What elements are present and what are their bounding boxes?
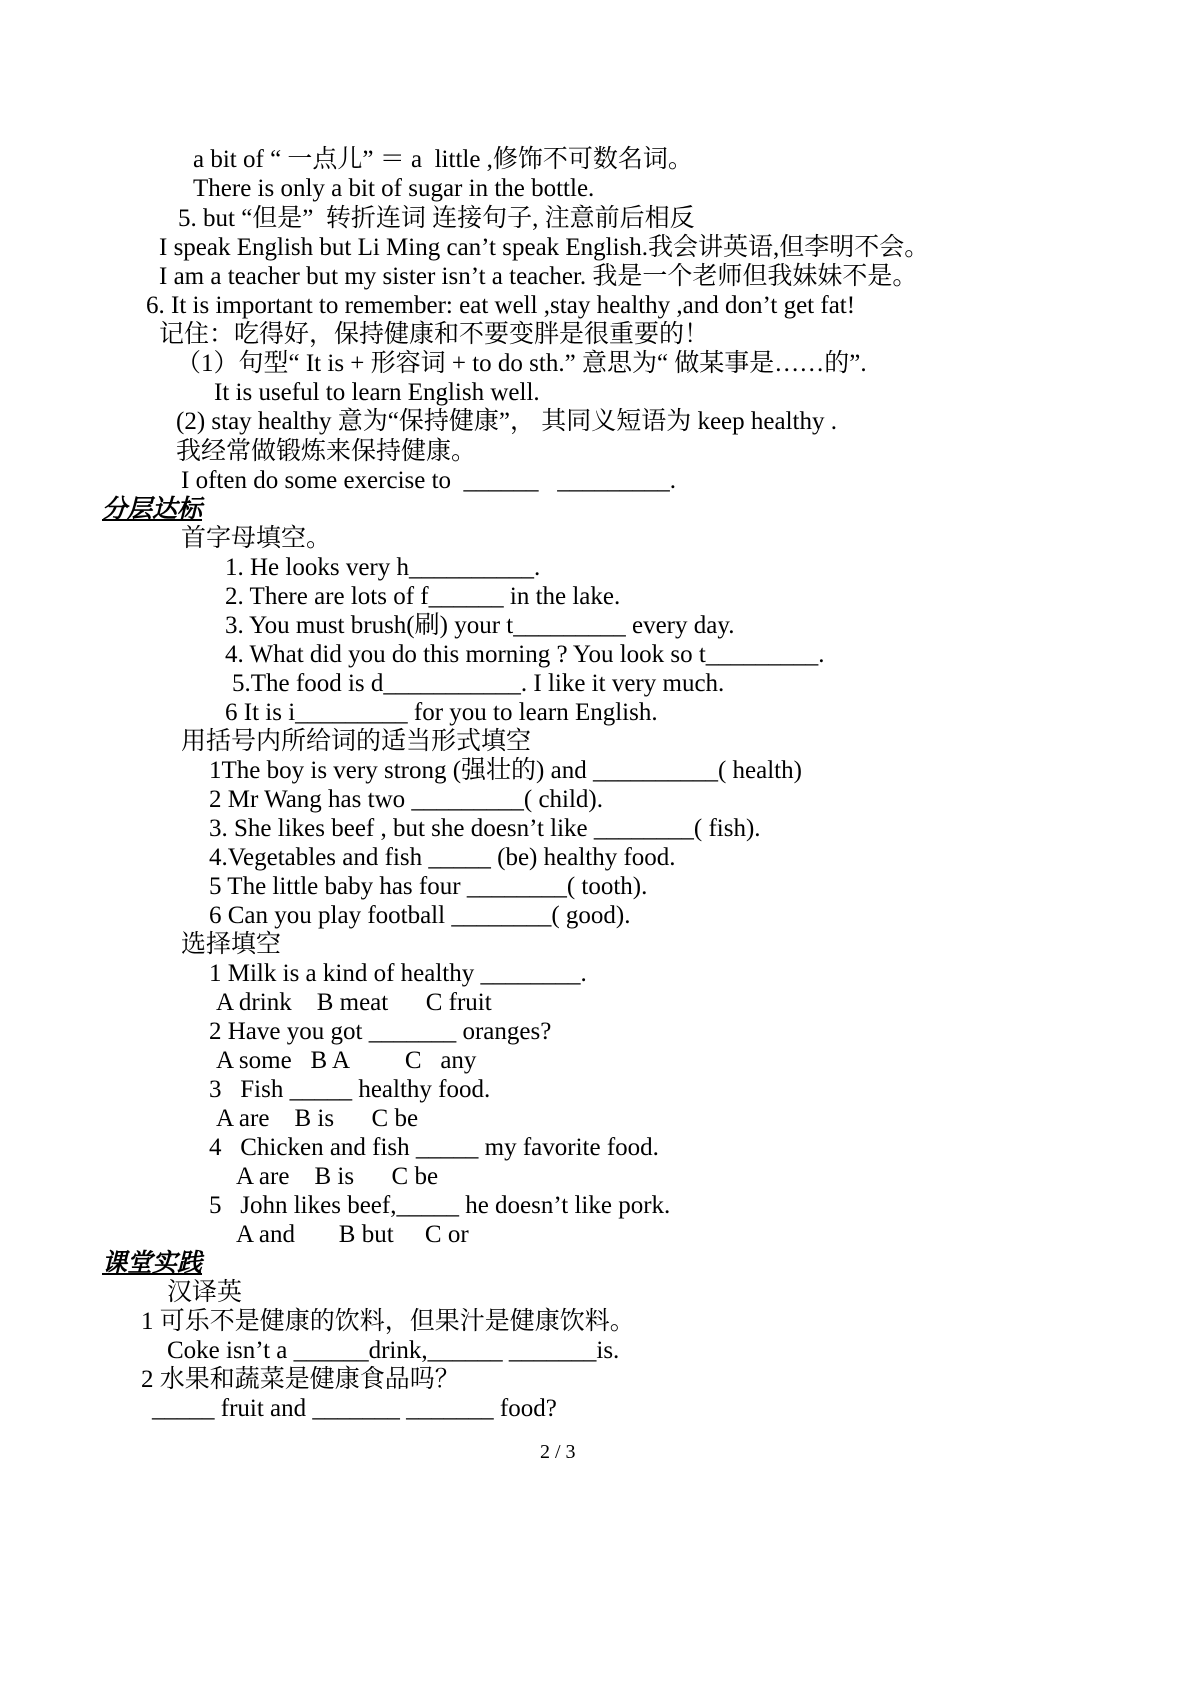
text-line: 2. There are lots of f______ in the lake. <box>225 583 621 610</box>
text-line: 6 It is i_________ for you to learn English. <box>225 699 658 726</box>
text-line: 3. She likes beef , but she doesn’t like ________( fish). <box>209 815 761 842</box>
text-line: 2 Mr Wang has two _________( child). <box>209 786 604 813</box>
text-line: 5. but “但是” 转折连词 连接句子, 注意前后相反 <box>178 205 695 232</box>
text-line: 记住：吃得好，保持健康和不要变胖是很重要的！ <box>159 321 710 348</box>
text-line: 3. You must brush(刷) your t_________ every day. <box>225 612 735 639</box>
text-line: A some B A C any <box>216 1047 477 1074</box>
text-line: 6. It is important to remember: eat well ,stay healthy ,and don’t get fat! <box>146 292 856 319</box>
text-line: 首字母填空。 <box>181 525 332 552</box>
text-line: 1 可乐不是健康的饮料，但果汁是健康饮料。 <box>141 1308 635 1335</box>
text-line: I often do some exercise to ______ _________. <box>181 467 677 494</box>
text-line: 5.The food is d___________. I like it very much. <box>232 670 725 697</box>
text-line: 1. He looks very h__________. <box>225 554 541 581</box>
text-line: Coke isn’t a ______drink,______ _______is. <box>167 1337 620 1364</box>
text-line: (2) stay healthy 意为“保持健康”， 其同义短语为 keep healthy . <box>176 408 837 435</box>
text-line: 5 The little baby has four ________( tooth). <box>209 873 648 900</box>
text-line: （1）句型“ It is + 形容词 + to do sth.” 意思为“ 做某事是……的”. <box>176 350 867 377</box>
text-line: _____ fruit and _______ _______ food? <box>152 1395 557 1422</box>
text-line: A and B but C or <box>236 1221 469 1248</box>
text-line: a bit of “ 一点儿” ＝ a little ,修饰不可数名词。 <box>193 146 693 173</box>
text-line: 选择填空 <box>181 931 282 958</box>
text-line: 1 Milk is a kind of healthy ________. <box>209 960 587 987</box>
text-line: A are B is C be <box>216 1105 419 1132</box>
text-line: 1The boy is very strong (强壮的) and __________( health) <box>209 757 802 784</box>
text-line: A are B is C be <box>236 1163 439 1190</box>
text-line: 4. What did you do this morning ? You look so t_________. <box>225 641 825 668</box>
text-line: 我经常做锻炼来保持健康。 <box>176 438 477 465</box>
text-line: There is only a bit of sugar in the bottle. <box>193 175 595 202</box>
text-line: 5 John likes beef,_____ he doesn’t like pork. <box>209 1192 671 1219</box>
text-line: 4 Chicken and fish _____ my favorite food. <box>209 1134 659 1161</box>
text-line: 2 水果和蔬菜是健康食品吗？ <box>141 1366 460 1393</box>
section-heading: 课堂实践 <box>102 1250 203 1277</box>
text-line: It is useful to learn English well. <box>214 379 540 406</box>
text-line: I am a teacher but my sister isn’t a teacher. 我是一个老师但我妹妹不是。 <box>159 263 918 290</box>
text-line: 汉译英 <box>167 1279 243 1306</box>
text-line: 6 Can you play football ________( good). <box>209 902 631 929</box>
text-line: A drink B meat C fruit <box>216 989 492 1016</box>
text-line: 2 Have you got _______ oranges? <box>209 1018 552 1045</box>
text-line: 用括号内所给词的适当形式填空 <box>181 728 532 755</box>
text-line: 3 Fish _____ healthy food. <box>209 1076 491 1103</box>
text-line: I speak English but Li Ming can’t speak English.我会讲英语,但李明不会。 <box>159 234 930 261</box>
section-heading: 分层达标 <box>102 496 203 523</box>
page-number: 2 / 3 <box>540 1441 576 1463</box>
text-line: 4.Vegetables and fish _____ (be) healthy food. <box>209 844 676 871</box>
